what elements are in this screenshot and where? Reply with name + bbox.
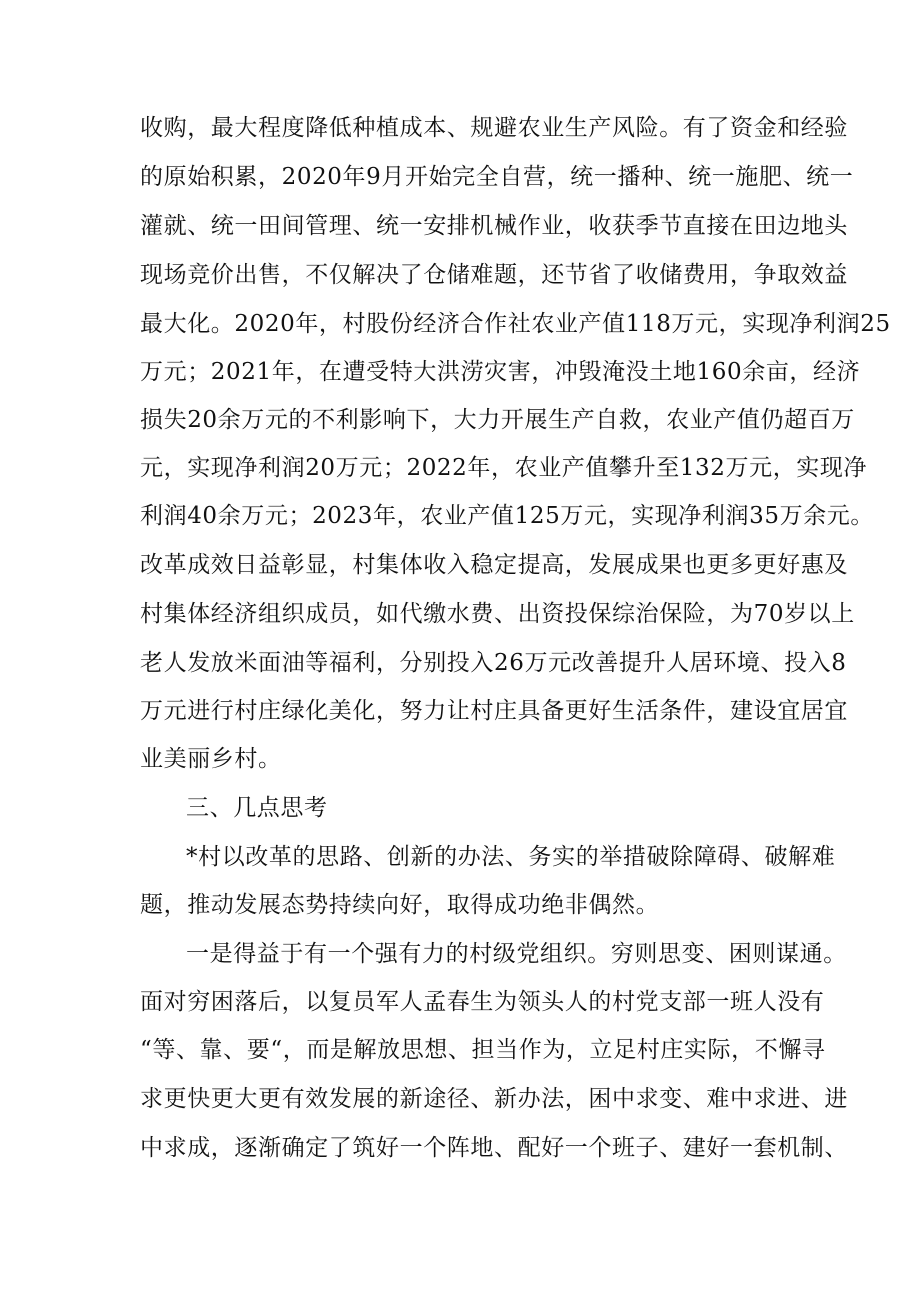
paragraph-line: 灌就、统一田间管理、统一安排机械作业，收获季节直接在田边地头 — [140, 213, 848, 239]
paragraph-line: *村以改革的思路、创新的办法、务实的举措破除障碍、破解难 — [186, 844, 836, 870]
paragraph-line: 面对穷困落后，以复员军人孟春生为领头人的村党支部一班人没有 — [140, 989, 825, 1015]
paragraph-line: 村集体经济组织成员，如代缴水费、出资投保综治保险，为70岁以上 — [140, 601, 855, 627]
paragraph-line: 求更快更大更有效发展的新途径、新办法，困中求变、难中求进、进 — [140, 1086, 848, 1112]
paragraph-line: 收购，最大程度降低种植成本、规避农业生产风险。有了资金和经验 — [140, 115, 848, 141]
paragraph-line: 现场竞价出售，不仅解决了仓储难题，还节省了收储费用，争取效益 — [140, 262, 848, 288]
paragraph-line: 最大化。2020年，村股份经济合作社农业产值118万元，实现净利润25 — [140, 311, 891, 337]
paragraph-line: 题，推动发展态势持续向好，取得成功绝非偶然。 — [140, 892, 660, 918]
paragraph-line: 损失20余万元的不利影响下，大力开展生产自救，农业产值仍超百万 — [140, 407, 855, 433]
paragraph-line: 中求成，逐渐确定了筑好一个阵地、配好一个班子、建好一套机制、 — [140, 1135, 848, 1161]
paragraph-line: 的原始积累，2020年9月开始完全自营，统一播种、统一施肥、统一 — [140, 164, 854, 190]
paragraph-line: 业美丽乡村。 — [140, 746, 282, 772]
paragraph-line: 改革成效日益彰显，村集体收入稳定提高，发展成果也更多更好惠及 — [140, 552, 848, 578]
section-heading: 三、几点思考 — [186, 795, 328, 821]
paragraph-line: 元，实现净利润20万元；2022年，农业产值攀升至132万元，实现净 — [140, 455, 868, 481]
paragraph-line: 利润40余万元；2023年，农业产值125万元，实现净利润35万余元。 — [140, 503, 874, 529]
paragraph-line: 一是得益于有一个强有力的村级党组织。穷则思变、困则谋通。 — [186, 941, 847, 967]
paragraph-line: 万元进行村庄绿化美化，努力让村庄具备更好生活条件，建设宜居宜 — [140, 698, 848, 724]
paragraph-line: “等、靠、要“，而是解放思想、担当作为，立足村庄实际，不懈寻 — [140, 1037, 826, 1063]
paragraph-line: 老人发放米面油等福利，分别投入26万元改善提升人居环境、投入8 — [140, 650, 847, 676]
paragraph-line: 万元；2021年，在遭受特大洪涝灾害，冲毁淹没土地160余亩，经济 — [140, 359, 861, 385]
